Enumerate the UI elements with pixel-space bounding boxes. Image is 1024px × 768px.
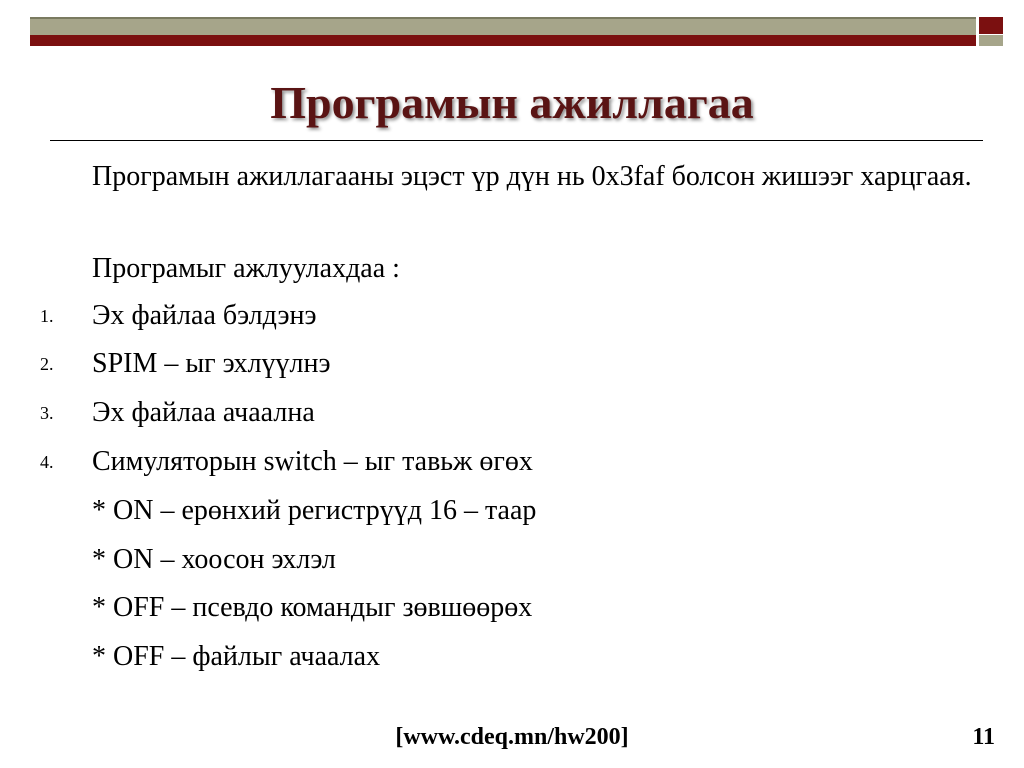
title-divider	[50, 140, 983, 141]
footer-url: [www.cdeq.mn/hw200]	[395, 724, 629, 750]
list-number: 2.	[40, 354, 54, 374]
list-text: Эх файлаа ачаална	[92, 397, 315, 428]
list-number: 3.	[40, 403, 54, 423]
slide-title: Програмын ажиллагаа	[270, 77, 754, 128]
list-number: 4.	[40, 452, 54, 472]
top-decor-bar-dark	[30, 35, 976, 46]
intro-paragraph: Програмын ажиллагааны эцэст үр дүн нь 0x3faf болсон жишээг харцгаая.	[92, 161, 972, 192]
switch-option: * OFF – файлыг ачаалах	[92, 641, 381, 672]
top-decor-bar-light	[30, 17, 976, 36]
switch-option: * ON – хоосон эхлэл	[92, 544, 336, 575]
list-text: Эх файлаа бэлдэнэ	[92, 300, 317, 331]
switch-option: * OFF – псевдо командыг зөвшөөрөх	[92, 592, 533, 623]
list-text: SPIM – ыг эхлүүлнэ	[92, 348, 331, 379]
list-text: Симуляторын switch – ыг тавьж өгөх	[92, 446, 533, 477]
corner-square-light	[979, 35, 1003, 46]
page-number: 11	[972, 724, 995, 750]
corner-square-dark	[979, 17, 1003, 34]
switch-option: * ON – ерөнхий регистрүүд 16 – таар	[92, 495, 537, 526]
list-number: 1.	[40, 306, 54, 326]
run-heading: Програмыг ажлуулахдаа :	[92, 253, 400, 284]
